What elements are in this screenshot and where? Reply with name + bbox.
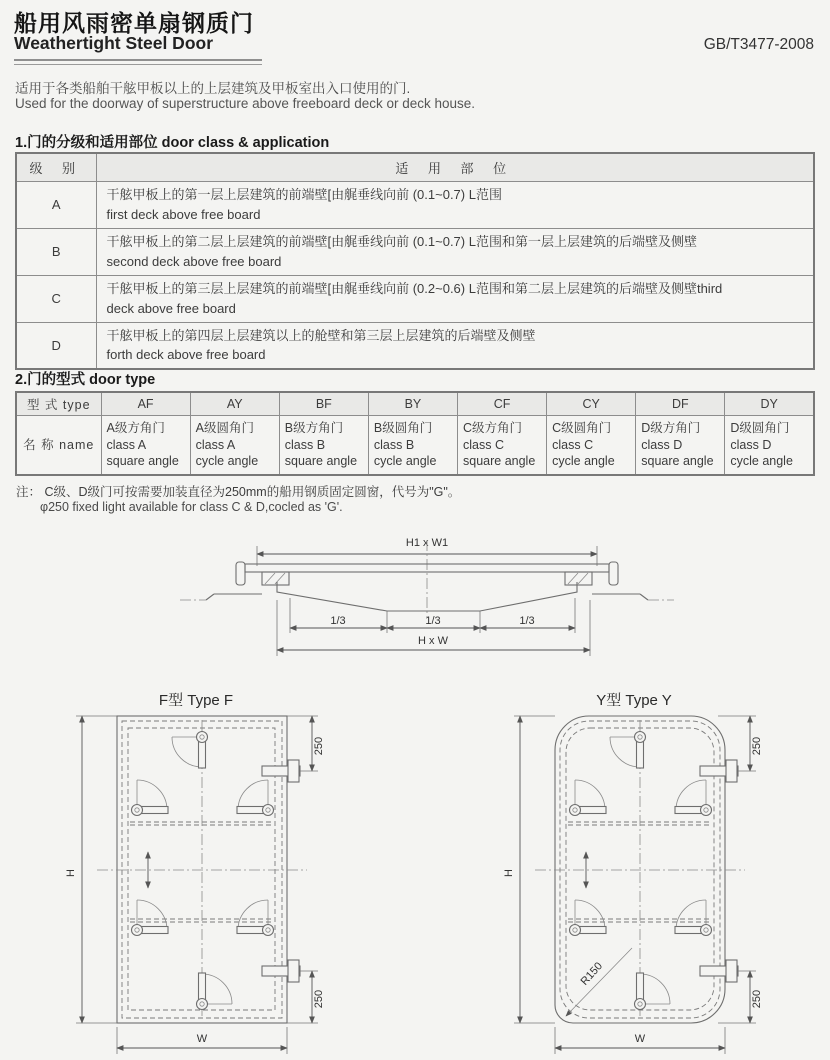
type-name-en2: cycle angle bbox=[552, 453, 615, 468]
type-name-en1: class B bbox=[373, 437, 415, 452]
table-row bbox=[16, 228, 814, 275]
type-name-cn: C级圆角门 bbox=[552, 421, 612, 436]
dim-label-third-2: 1/3 bbox=[425, 615, 441, 627]
application-en: forth deck above free board bbox=[106, 347, 266, 363]
dog-clamp bbox=[675, 780, 712, 816]
type-name-cell bbox=[458, 415, 547, 475]
dim-label-250-top: 250 bbox=[751, 736, 763, 756]
hinge bbox=[700, 960, 738, 982]
application-en: deck above free board bbox=[106, 300, 236, 316]
door-type-table bbox=[15, 391, 815, 476]
type-name-en2: cycle angle bbox=[373, 453, 437, 468]
dog-clamp bbox=[635, 973, 671, 1010]
dog-clamp bbox=[197, 973, 233, 1010]
dim-label-third-1: 1/3 bbox=[330, 615, 346, 627]
table-row bbox=[16, 181, 814, 228]
type-name-en1: class D bbox=[641, 437, 683, 452]
dog-clamp bbox=[675, 900, 712, 936]
class-cell: B bbox=[16, 228, 96, 275]
type-header: 型 式 type bbox=[16, 392, 101, 415]
door-class-table bbox=[15, 152, 815, 370]
dim-label-250-bottom: 250 bbox=[313, 989, 325, 1009]
dim-label-third-3: 1/3 bbox=[519, 615, 535, 627]
section2-heading: 2.门的型式 door type bbox=[15, 372, 156, 388]
type-f-label: F型 Type F bbox=[158, 692, 234, 709]
type-name-cell bbox=[190, 415, 279, 475]
application-cn: 干舷甲板上的第二层上层建筑的前端壁[由艉垂线向前 (0.1~0.7) L范围和第一层上层建筑的后端壁及侧壁 bbox=[106, 234, 697, 249]
dim-label-250-top: 250 bbox=[313, 736, 325, 756]
type-name-en1: class C bbox=[463, 437, 504, 452]
type-code: CY bbox=[547, 392, 636, 415]
type-name-cn: D级圆角门 bbox=[730, 421, 790, 436]
table-header-row bbox=[16, 392, 814, 415]
dog-clamp bbox=[610, 732, 646, 769]
dim-label-w: W bbox=[634, 1033, 646, 1045]
type-code: BY bbox=[368, 392, 457, 415]
type-name-cell bbox=[279, 415, 368, 475]
type-name-en2: square angle bbox=[641, 453, 714, 468]
dim-label-h1w1: H1 x W1 bbox=[405, 537, 449, 549]
type-name-cell bbox=[101, 415, 190, 475]
dim-label-250-bottom: 250 bbox=[751, 989, 763, 1009]
dog-clamp bbox=[570, 780, 607, 816]
class-cell: D bbox=[16, 322, 96, 369]
type-name-cell bbox=[547, 415, 636, 475]
type-name-en1: class C bbox=[552, 437, 594, 452]
dim-label-hxw: H x W bbox=[418, 635, 448, 647]
dog-clamp bbox=[237, 900, 274, 936]
type-y-label: Y型 Type Y bbox=[596, 692, 672, 709]
type-code: CF bbox=[458, 392, 547, 415]
intro-text-cn: 适用于各类船舶干舷甲板以上的上层建筑及甲板室出入口使用的门. bbox=[15, 81, 411, 96]
type-f-drawing bbox=[65, 691, 325, 1054]
hinge bbox=[262, 760, 300, 782]
application-cn: 干舷甲板上的第四层上层建筑以上的舱壁和第三层上层建筑的后端壁及侧壁 bbox=[106, 327, 536, 343]
page-subtitle: Weathertight Steel Door bbox=[14, 33, 214, 53]
dim-label-h: H bbox=[503, 869, 515, 877]
application-cell bbox=[96, 181, 814, 228]
note-en: φ250 fixed light available for class C & D,cocled as 'G'. bbox=[40, 500, 343, 514]
type-name-en2: square angle bbox=[463, 453, 536, 468]
type-y-drawing bbox=[503, 691, 763, 1054]
type-name-cell bbox=[725, 415, 814, 475]
table-row bbox=[16, 275, 814, 322]
dog-clamp bbox=[132, 900, 169, 936]
hinge bbox=[262, 960, 300, 982]
application-cell bbox=[96, 322, 814, 369]
dim-label-h: H bbox=[65, 869, 77, 877]
application-cn: 干舷甲板上的第一层上层建筑的前端壁[由艉垂线向前 (0.1~0.7) L范围 bbox=[106, 187, 502, 202]
standard-number: GB/T3477-2008 bbox=[703, 36, 814, 53]
column-header-application: 适 用 部 位 bbox=[96, 153, 814, 181]
type-name-cell bbox=[636, 415, 725, 475]
section1-heading: 1.门的分级和适用部位 door class & application bbox=[15, 135, 330, 151]
type-name-en1: class A bbox=[195, 437, 236, 452]
column-header-class: 级 别 bbox=[16, 153, 96, 181]
type-code: DY bbox=[725, 392, 814, 415]
class-cell: C bbox=[16, 275, 96, 322]
hinge bbox=[700, 760, 738, 782]
type-name-en2: square angle bbox=[106, 453, 179, 468]
type-code: DF bbox=[636, 392, 725, 415]
type-name-cn: C级方角门 bbox=[463, 421, 523, 436]
dog-clamp bbox=[570, 900, 607, 936]
type-name-en2: cycle angle bbox=[730, 453, 793, 468]
technical-drawings bbox=[0, 530, 830, 1060]
type-name-en1: class A bbox=[106, 437, 147, 452]
page-title: 船用风雨密单扇钢质门 bbox=[14, 10, 254, 36]
name-header: 名 称 name bbox=[16, 415, 101, 475]
table-header-row bbox=[16, 153, 814, 181]
type-name-cn: A级方角门 bbox=[106, 421, 165, 436]
dim-label-w: W bbox=[196, 1033, 208, 1045]
dog-clamp bbox=[237, 780, 274, 816]
cross-section-drawing bbox=[180, 537, 674, 656]
type-name-en2: square angle bbox=[284, 453, 358, 468]
class-cell: A bbox=[16, 181, 96, 228]
type-name-cn: B级圆角门 bbox=[373, 421, 433, 436]
type-name-cn: D级方角门 bbox=[641, 421, 701, 436]
type-name-en1: class B bbox=[284, 437, 326, 452]
application-cell bbox=[96, 275, 814, 322]
type-code: BF bbox=[279, 392, 368, 415]
application-cell bbox=[96, 228, 814, 275]
radius-leader bbox=[566, 948, 632, 1016]
type-code: AY bbox=[190, 392, 279, 415]
type-code: AF bbox=[101, 392, 190, 415]
intro-text-en: Used for the doorway of superstructure above freeboard deck or deck house. bbox=[15, 96, 476, 111]
type-name-cn: B级方角门 bbox=[284, 421, 344, 436]
dog-clamp bbox=[132, 780, 169, 816]
type-name-en1: class D bbox=[730, 437, 772, 452]
application-en: first deck above free board bbox=[106, 206, 261, 222]
note-cn: 注： C级、D级门可按需要加装直径为250mm的船用钢质固定圆窗，代号为"G"。 bbox=[16, 485, 461, 499]
type-name-en2: cycle angle bbox=[195, 453, 259, 468]
dim-label-r150: R150 bbox=[578, 960, 606, 988]
application-cn: 干舷甲板上的第三层上层建筑的前端壁[由艉垂线向前 (0.2~0.6) L范围和第二层上层建筑的后端壁及侧壁third bbox=[106, 281, 723, 296]
table-row bbox=[16, 415, 814, 475]
application-en: second deck above free board bbox=[106, 253, 282, 269]
type-name-cell bbox=[368, 415, 457, 475]
type-name-cn: A级圆角门 bbox=[195, 421, 254, 436]
table-row bbox=[16, 322, 814, 369]
title-underline bbox=[14, 59, 262, 65]
dog-clamp bbox=[172, 732, 208, 769]
